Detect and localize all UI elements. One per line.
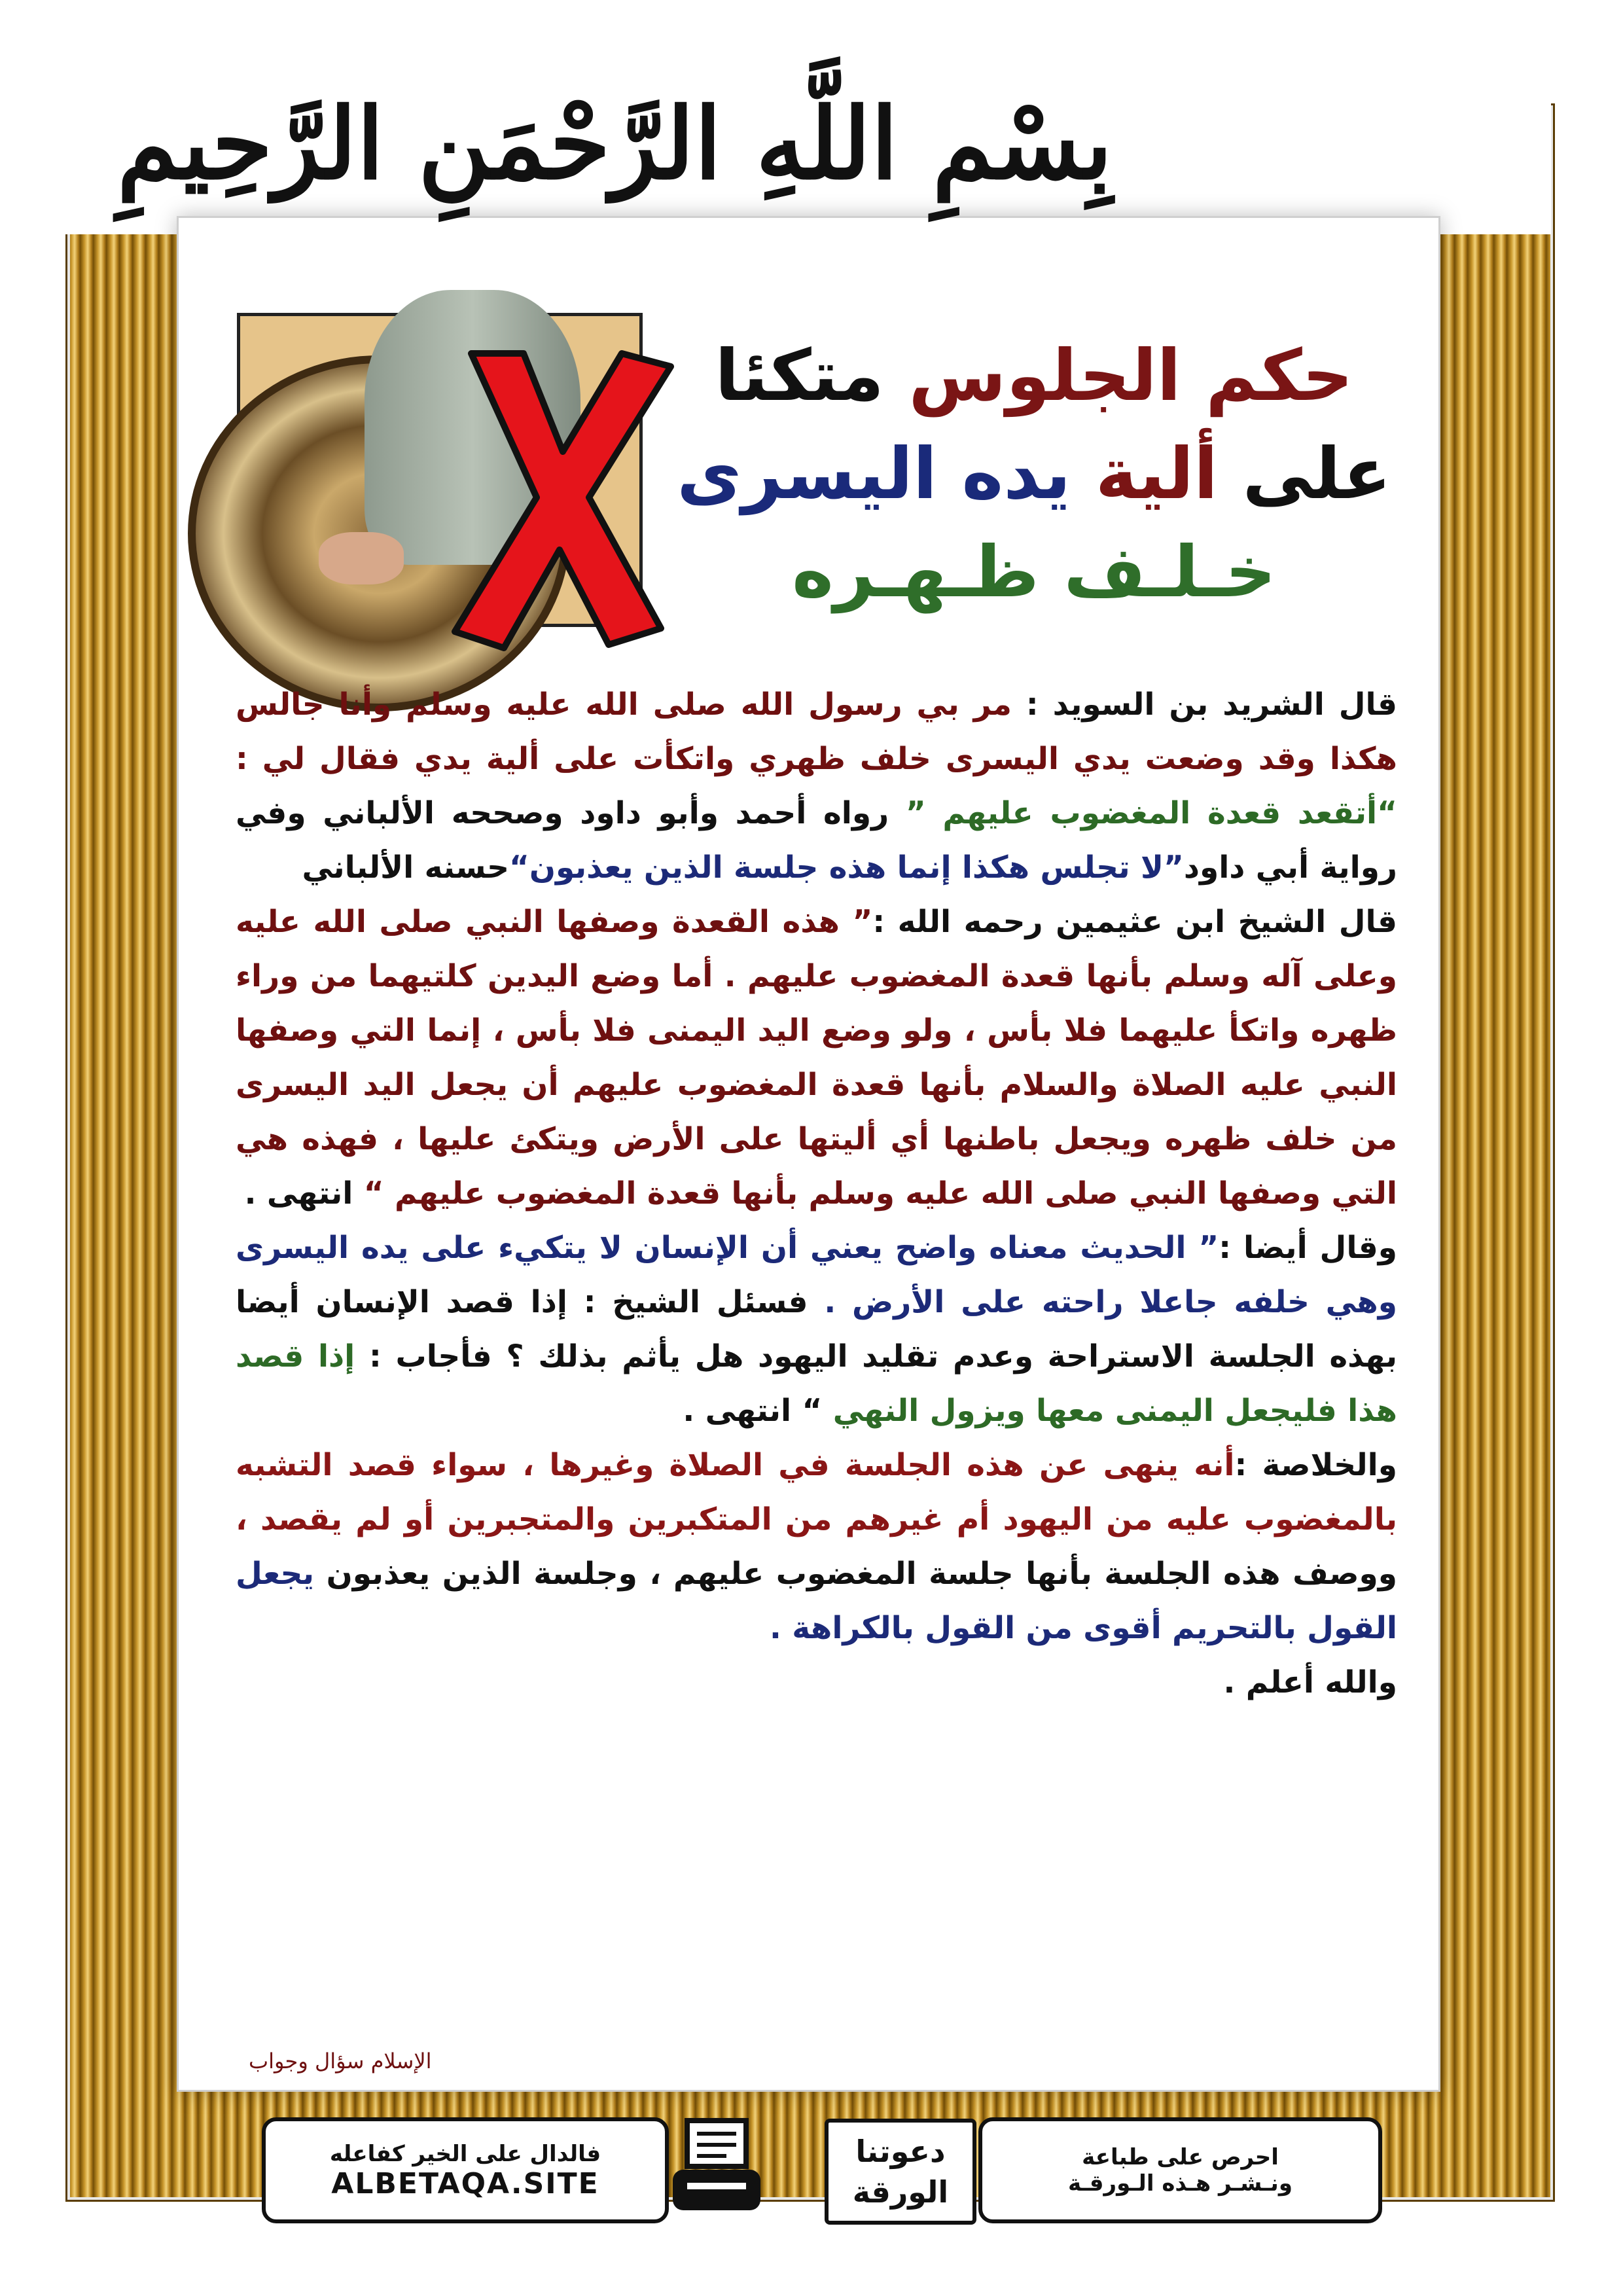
footer-site-link[interactable]: ALBETAQA.SITE <box>331 2166 599 2200</box>
footer-box-left <box>262 2117 669 2223</box>
title-word-juloos: الجلوس <box>908 335 1181 417</box>
footer-bar <box>262 2117 1374 2222</box>
logo-line-2: الورقة <box>852 2174 949 2210</box>
also-said-intro: وقال أيضا : <box>1219 1230 1397 1266</box>
article-body <box>236 677 1397 1710</box>
footer-box-right <box>978 2117 1382 2223</box>
conclusion-intro: والخلاصة : <box>1234 1447 1398 1483</box>
title-word-mutakian: متكئا <box>715 335 884 417</box>
abu-dawud-quote: ”لا تجلس هكذا إنما هذه جلسة الذين يعذبون“ <box>509 850 1184 886</box>
uthaymeen-quote: ” هذه القعدة وصفها النبي صلى الله عليه وعلى آله وسلم بأنها قعدة المغضوب عليهم . أما وضع اليدين كلتيهما من وراء ظهره واتكأ عليهما فلا بأس ، ولو وضع اليد اليمنى فلا بأس ، إنما التي وصفها النبي عليه الصلاة والسلام بأنها قعدة المغضوب عليهم أن يجعل اليد اليسرى من خلف ظهره ويجعل باطنها أي أليتها على الأرض ويتكئ عليها ، فهذه هي التي وصفها النبي صلى الله عليه وسلم بأنها قعدة المغضوب عليهم “ <box>236 904 1397 1211</box>
title-word-ala: على <box>1242 433 1391 515</box>
paragraph-closing: والله أعلم . <box>1223 1664 1397 1700</box>
uthaymeen-intro: قال الشيخ ابن عثيمين رحمه الله : <box>872 904 1397 940</box>
title-word-yadihi: يده اليسرى <box>677 433 1071 515</box>
paragraph-uthaymeen <box>236 895 1397 1221</box>
paragraph-conclusion <box>236 1438 1397 1655</box>
hand-on-floor <box>319 532 404 584</box>
paragraph-hadith <box>236 677 1397 895</box>
answer-end: “ انتهى . <box>683 1393 833 1429</box>
title-word-hukm: حكم <box>1205 335 1353 417</box>
title-line-2 <box>661 425 1407 524</box>
red-x-icon <box>445 340 681 655</box>
page-title <box>661 327 1407 622</box>
hadith-quote: “أتقعد قعدة المغضوب عليهم ” <box>905 795 1397 831</box>
title-word-alya: ألية <box>1095 433 1219 515</box>
albani-grading: حسنه الألباني <box>302 850 510 886</box>
footer-print-line-1: احرص على طباعة <box>1082 2144 1279 2170</box>
dawatuna-logo <box>825 2119 976 2225</box>
answer-text: إذا قصد هذا فليجعل اليمنى معها ويزول النهي <box>236 1338 1397 1429</box>
footer-print-line-2: ونـشـر هـذه الـورقـة <box>1068 2170 1293 2197</box>
printer-icon <box>668 2117 766 2215</box>
hadith-text: مر بي رسول الله صلى الله عليه وسلم وأنا جالس هكذا وقد وضعت يدي اليسرى خلف ظهري واتكأت على ألية يدي فقال لي : <box>236 687 1397 777</box>
conclusion-text: أنه ينهى عن هذه الجلسة في الصلاة وغيرها ، سواء قصد التشبه بالمغضوب عليه من اليهود أم غيرهم من المتكبرين والمتجبرين أو لم يقصد ، <box>236 1447 1397 1537</box>
title-line-1 <box>661 327 1407 425</box>
conclusion-ruling: يجعل القول بالتحريم أقوى من القول بالكراهة . <box>236 1556 1397 1646</box>
paragraph-also-said <box>236 1221 1397 1438</box>
narrator-intro: قال الشريد بن السويد : <box>1026 687 1397 723</box>
question-text: فسئل الشيخ : إذا قصد الإنسان أيضا بهذه الجلسة الاستراحة وعدم تقليد اليهود هل يأثم بذلك ؟ فأجاب : <box>236 1284 1397 1374</box>
title-line-3: خـلـف ظـهـره <box>792 531 1276 613</box>
also-said-quote: ” الحديث معناه واضح يعني أن الإنسان لا يتكيء على يده اليسرى وهي خلفه جاعلا راحته على الأرض . <box>236 1230 1397 1320</box>
footer-proverb: فالدال على الخير كفاعله <box>329 2140 601 2167</box>
source-credit: الإسلام سؤال وجواب <box>249 2049 432 2073</box>
hadith-grading: رواه أحمد وأبو داود وصححه الألباني وفي رواية أبي داود <box>236 795 1397 886</box>
conclusion-middle: ووصف هذه الجلسة بأنها جلسة المغضوب عليهم ، وجلسة الذين يعذبون <box>314 1556 1397 1592</box>
logo-line-1: دعوتنا <box>855 2134 946 2169</box>
basmala-calligraphy: بِسْمِ اللَّهِ الرَّحْمَنِ الرَّحِيمِ <box>116 86 1113 202</box>
uthaymeen-end: انتهى . <box>244 1175 364 1211</box>
